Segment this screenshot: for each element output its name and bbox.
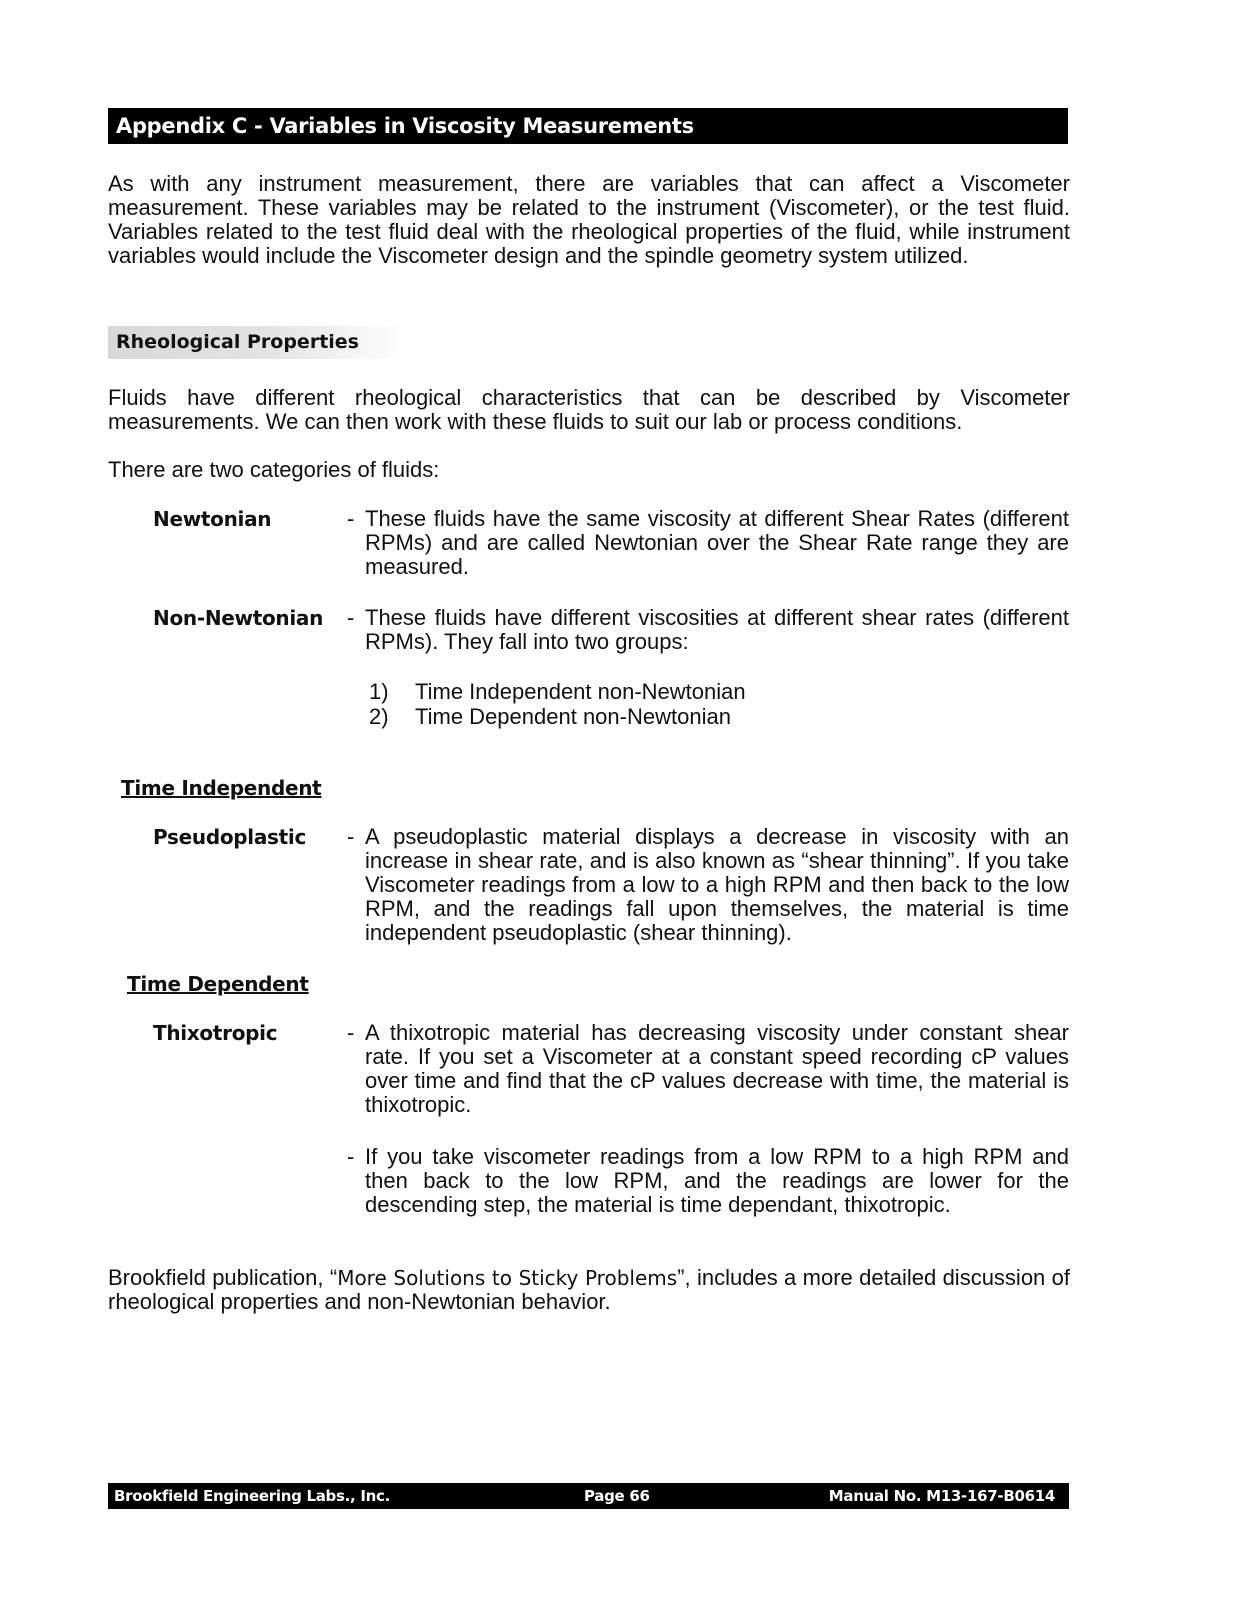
pseudoplastic-description: A pseudoplastic material displays a decrease in viscosity with an increase in shear rate, and is also known as “shear thinning”. If you take Viscometer readings from a low to a high RPM and then back to the low RPM, and the readings fall upon themselves, the material is time independent pseudoplastic (shear thinning).: [365, 824, 1069, 945]
thixotropic-description: A thixotropic material has decreasing viscosity under constant shear rate. If you set a Viscometer at a constant speed recording cP values over time and find that the cP values decrease with time, the material is thixotropic.: [365, 1020, 1069, 1117]
appendix-title: Appendix C - Variables in Viscosity Measurements: [108, 108, 1068, 144]
rheological-properties-heading: Rheological Properties: [108, 326, 408, 359]
non-newtonian-dash: -: [347, 605, 355, 630]
categories-intro: There are two categories of fluids:: [108, 457, 440, 482]
rheological-paragraph: Fluids have different rheological characteristics that can be described by Viscometer measurements. We can then work with these fluids to suit our lab or process conditions.: [108, 385, 1070, 434]
group-number: 2): [369, 704, 389, 729]
thixotropic-dash: -: [347, 1020, 355, 1045]
intro-paragraph: As with any instrument measurement, there are variables that can affect a Viscometer measurement. These variables may be related to the instrument (Viscometer), or the test fluid. Variables related to the test fluid deal with the rheological properties of the fluid, while instrument variables would include the Viscometer design and the spindle geometry system utilized.: [108, 171, 1070, 268]
footer-company: Brookfield Engineering Labs., Inc.: [114, 1487, 390, 1505]
closing-paragraph: [108, 1266, 1070, 1314]
non-newtonian-term: Non-Newtonian: [153, 606, 324, 630]
thixotropic-dash-second: -: [347, 1144, 355, 1169]
pseudoplastic-term: Pseudoplastic: [153, 825, 307, 849]
footer-manual-number: Manual No. M13-167-B0614: [828, 1487, 1055, 1505]
time-dependent-heading: Time Dependent: [127, 972, 309, 996]
group-number: 1): [369, 679, 389, 704]
footer-page-number: Page 66: [584, 1487, 650, 1505]
group-label: Time Independent non-Newtonian: [415, 679, 746, 704]
newtonian-description: These fluids have the same viscosity at different Shear Rates (different RPMs) and are called Newtonian over the Shear Rate range they are measured.: [365, 506, 1069, 579]
newtonian-term: Newtonian: [153, 507, 272, 531]
closing-text-end: ”, includes a more detailed discussion of rheological properties and non-Newtonian behavior.: [108, 1265, 1070, 1314]
time-independent-heading: Time Independent: [121, 776, 322, 800]
newtonian-dash: -: [347, 506, 355, 531]
pseudoplastic-dash: -: [347, 824, 355, 849]
footer-bar: [108, 1483, 1069, 1509]
non-newtonian-description: These fluids have different viscosities at different shear rates (different RPMs). They fall into two groups:: [365, 605, 1069, 654]
closing-text-start: Brookfield publication, “: [108, 1265, 338, 1290]
group-label: Time Dependent non-Newtonian: [415, 704, 731, 729]
thixotropic-description-second: If you take viscometer readings from a low RPM to a high RPM and then back to the low RPM, and the readings are lower for the descending step, the material is time dependant, thixotropic.: [365, 1144, 1069, 1217]
thixotropic-term: Thixotropic: [153, 1021, 278, 1045]
publication-title: More Solutions to Sticky Problems: [337, 1266, 678, 1290]
